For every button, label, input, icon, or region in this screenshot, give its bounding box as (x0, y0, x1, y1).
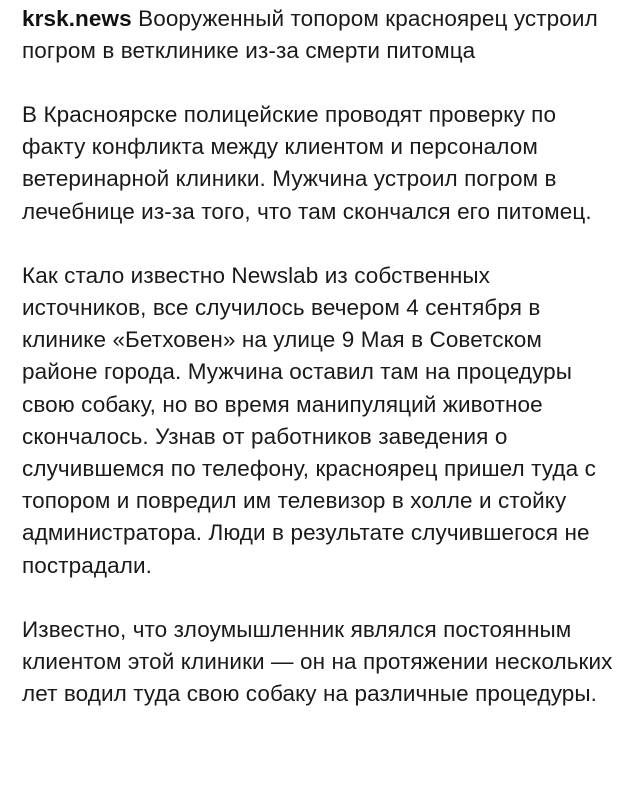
source-name[interactable]: krsk.news (22, 6, 132, 31)
post-headline (22, 3, 620, 67)
news-post (0, 3, 642, 710)
headline-text: Вооруженный топором красноярец устроил погром в ветклинике из-за смерти питомца (22, 6, 598, 63)
post-paragraph-3: Известно, что злоумышленник являлся постоянным клиентом этой клиники — он на протяжении нескольких лет водил туда свою собаку на различные процедуры. (22, 616, 613, 707)
post-paragraph-1: В Красноярске полицейские проводят проверку по факту конфликта между клиентом и персоналом ветеринарной клиники. Мужчина устроил погром в лечебнице из-за того, что там скончался его питомец. (22, 102, 592, 224)
post-paragraph-2: Как стало известно Newslab из собственных источников, все случилось вечером 4 сентября в клинике «Бетховен» на улице 9 Мая в Советском районе города. Мужчина оставил там на процедуры свою собаку, но во время манипуляций животное скончалось. Узнав от работников заведения о случившемся по телефону, красноярец пришел туда с топором и повредил им телевизор в холле и стойку администратора. Люди в результате случившегося не пострадали. (22, 262, 596, 578)
